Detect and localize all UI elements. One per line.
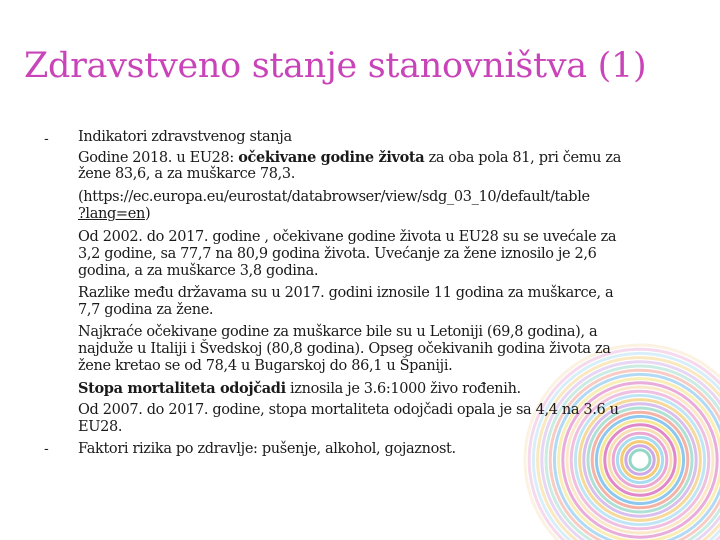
- decor-ring: [592, 412, 688, 508]
- body-line: 3,2 godine, sa 77,7 na 80,9 godina života. Uvećanje za žene iznosilo je 2,6: [78, 246, 597, 262]
- text-run: za oba pola 81, pri čemu za: [424, 150, 621, 166]
- body-line: Indikatori zdravstvenog stanja: [78, 129, 292, 145]
- eurostat-link[interactable]: (https://ec.europa.eu/eurostat/databrowser/view/sdg_03_10/default/table: [78, 189, 590, 205]
- emphasis-text: Stopa mortaliteta odojčadi: [78, 380, 286, 397]
- body-line: [78, 380, 521, 398]
- body-line: EU28.: [78, 419, 123, 435]
- body-line: Od 2007. do 2017. godine, stopa mortaliteta odojčadi opala je sa 4,4 na 3.6 u: [78, 402, 619, 418]
- bullet-dash: -: [44, 441, 49, 457]
- text-run: Godine 2018. u EU28:: [78, 150, 239, 166]
- slide-title: Zdravstveno stanje stanovništva (1): [24, 46, 647, 86]
- decor-ring: [617, 437, 662, 482]
- text-run: iznosila je 3.6:1000 živo rođenih.: [285, 381, 521, 397]
- body-line: Od 2002. do 2017. godine , očekivane godine života u EU28 su se uvećale za: [78, 229, 617, 245]
- body-line: 7,7 godina za žene.: [78, 302, 214, 318]
- body-line: najduže u Italiji i Švedskoj (80,8 godina). Opseg očekivanih godina života za: [78, 341, 611, 357]
- decor-ring: [605, 425, 675, 495]
- body-line: godina, a za muškarce 3,8 godina.: [78, 263, 319, 279]
- body-line: Najkraće očekivane godine za muškarce bile su u Letoniji (69,8 godina), a: [78, 324, 598, 340]
- body-line: Faktori rizika po zdravlje: pušenje, alkohol, gojaznost.: [78, 441, 456, 457]
- body-line: [78, 206, 150, 223]
- body-line: [78, 149, 621, 167]
- bullet-dash: -: [44, 131, 49, 147]
- body-line: žene kretao se od 78,4 u Bugarskoj do 86,1 u Španiji.: [78, 358, 453, 374]
- body-line: Razlike među državama su u 2017. godini iznosile 11 godina za muškarce, a: [78, 285, 614, 301]
- eurostat-link-cont[interactable]: ?lang=en: [78, 206, 145, 222]
- decor-ring: [630, 450, 650, 470]
- emphasis-text: očekivane godine života: [238, 149, 425, 166]
- body-line: žene 83,6, a za muškarce 78,3.: [78, 166, 295, 182]
- text-run: ): [144, 206, 151, 222]
